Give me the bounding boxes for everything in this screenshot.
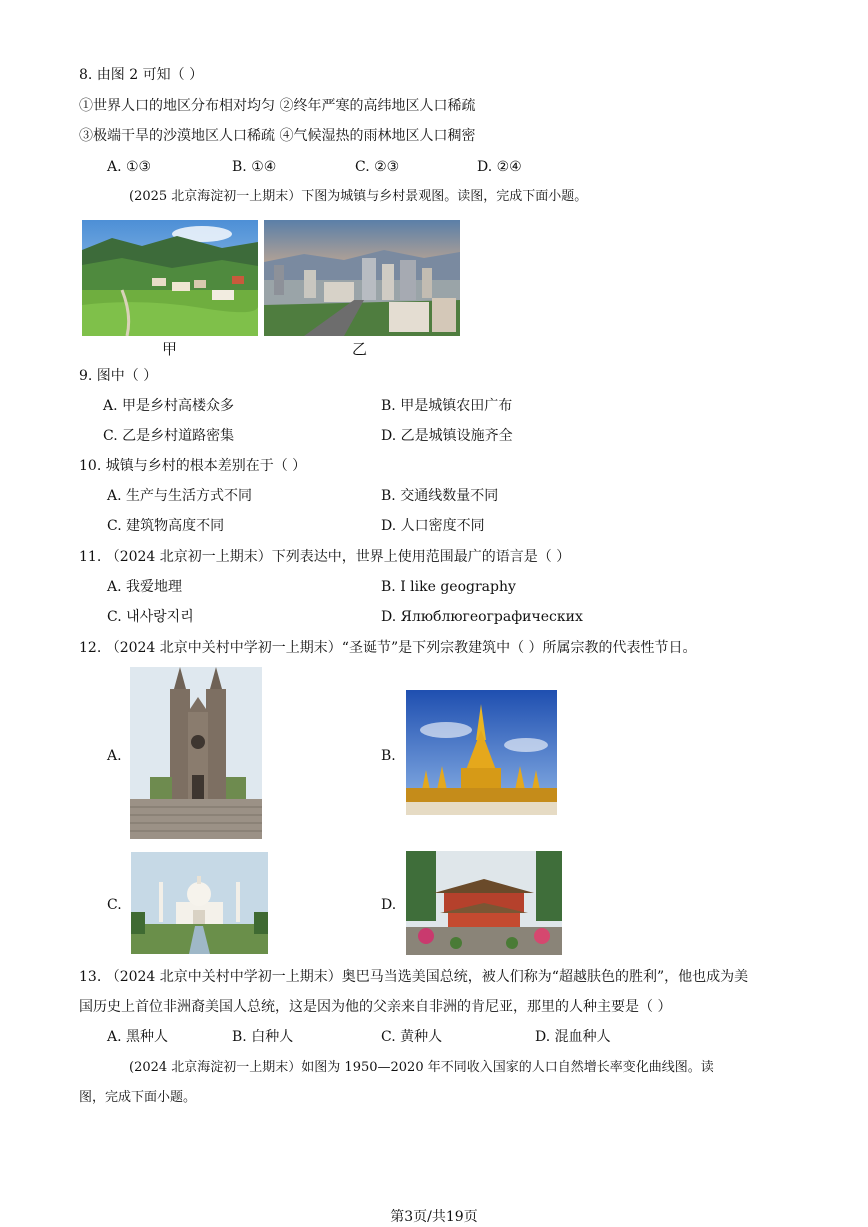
q8-option-b[interactable]: B. ①④ [232, 159, 277, 175]
taj-mahal-photo[interactable] [131, 852, 268, 954]
q8-stem: 8. 由图 2 可知（ ） [79, 67, 204, 83]
city-landscape-photo [264, 220, 460, 336]
q10-option-d[interactable]: D. 人口密度不同 [381, 518, 485, 534]
q8-option-d[interactable]: D. ②④ [477, 159, 522, 175]
q8-statements-line1: ①世界人口的地区分布相对均匀 ②终年严寒的高纬地区人口稀疏 [79, 98, 476, 114]
q8-option-a[interactable]: A. ①③ [107, 159, 152, 175]
q11-option-a[interactable]: A. 我爱地理 [107, 579, 183, 595]
q11-stem: 11. （2024 北京初一上期末）下列表达中，世界上使用范围最广的语言是（ ） [79, 549, 571, 565]
q9-option-a[interactable]: A. 甲是乡村高楼众多 [103, 398, 235, 414]
q13-option-b[interactable]: B. 白种人 [232, 1029, 294, 1045]
q10-option-c[interactable]: C. 建筑物高度不同 [107, 518, 225, 534]
photo-caption-yi: 乙 [352, 340, 368, 358]
gothic-church-photo[interactable] [130, 667, 262, 839]
q9-option-b[interactable]: B. 甲是城镇农田广布 [381, 398, 513, 414]
q9-stem: 9. 图中（ ） [79, 368, 158, 384]
photo-caption-jia: 甲 [162, 340, 178, 358]
q13-option-a[interactable]: A. 黑种人 [107, 1029, 169, 1045]
q8-option-c[interactable]: C. ②③ [355, 159, 400, 175]
q12-option-c[interactable]: C. [107, 897, 122, 913]
q10-option-a[interactable]: A. 生产与生活方式不同 [107, 488, 253, 504]
q8-statements-line2: ③极端干旱的沙漠地区人口稀疏 ④气候湿热的雨林地区人口稠密 [79, 128, 476, 144]
q12-option-d[interactable]: D. [381, 897, 397, 913]
intro-town-village: (2025 北京海淀初一上期末）下图为城镇与乡村景观图。读图，完成下面小题。 [129, 189, 588, 204]
chinese-temple-photo[interactable] [406, 851, 562, 955]
q9-option-c[interactable]: C. 乙是乡村道路密集 [103, 428, 235, 444]
q9-option-d[interactable]: D. 乙是城镇设施齐全 [381, 428, 513, 444]
q13-stem-line2: 国历史上首位非洲裔美国人总统，这是因为他的父亲来自非洲的肯尼亚，那里的人种主要是（ ） [79, 999, 672, 1015]
golden-pagoda-photo[interactable] [406, 690, 557, 815]
q11-option-c[interactable]: C. 내사랑지리 [107, 609, 194, 625]
q12-option-a[interactable]: A. [107, 748, 122, 764]
page-number-footer: 第3页/共19页 [390, 1209, 478, 1225]
q12-stem: 12. （2024 北京中关村中学初一上期末）“圣诞节”是下列宗教建筑中（ ）所属宗教的代表性节日。 [79, 640, 697, 656]
q10-stem: 10. 城镇与乡村的根本差别在于（ ） [79, 458, 307, 474]
q10-option-b[interactable]: B. 交通线数量不同 [381, 488, 499, 504]
intro-growth-rate-line1: (2024 北京海淀初一上期末）如图为 1950—2020 年不同收入国家的人口自然增长率变化曲线图。读 [129, 1060, 714, 1075]
q11-option-b[interactable]: B. I like geography [381, 579, 516, 595]
rural-landscape-photo [82, 220, 258, 336]
q13-stem-line1: 13. （2024 北京中关村中学初一上期末）奥巴马当选美国总统，被人们称为“超越肤色的胜利”，他也成为美 [79, 969, 749, 985]
q13-option-d[interactable]: D. 混血种人 [535, 1029, 611, 1045]
q13-option-c[interactable]: C. 黄种人 [381, 1029, 443, 1045]
intro-growth-rate-line2: 图，完成下面小题。 [79, 1090, 197, 1105]
q12-option-b[interactable]: B. [381, 748, 396, 764]
q11-option-d[interactable]: D. Ялюблюгеографических [381, 609, 583, 625]
